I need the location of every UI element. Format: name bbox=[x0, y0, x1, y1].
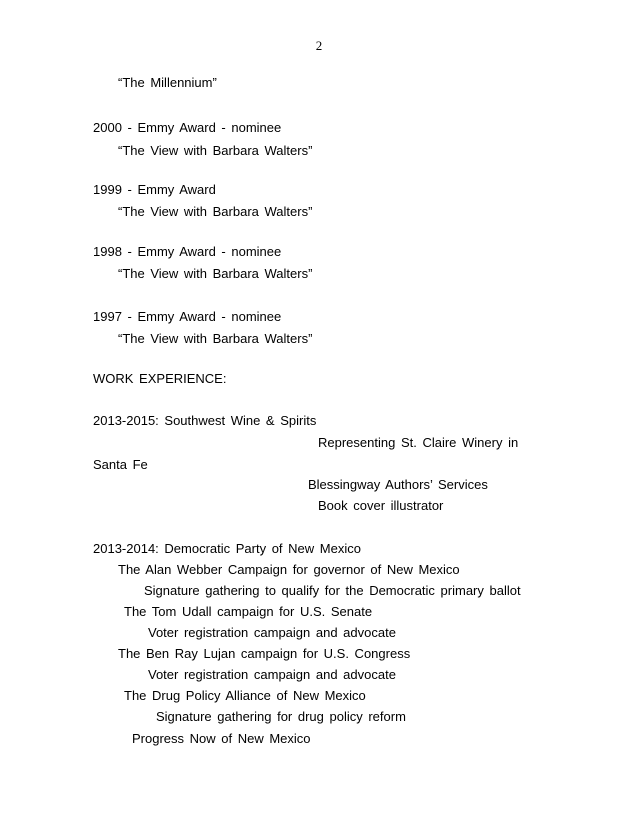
campaign-alan-webber: The Alan Webber Campaign for governor of New Mexico bbox=[118, 562, 460, 577]
entry-2013-2015-detail-line2: Santa Fe bbox=[93, 457, 148, 472]
award-show-1997: “The View with Barbara Walters” bbox=[118, 331, 313, 346]
campaign-tom-udall: The Tom Udall campaign for U.S. Senate bbox=[124, 604, 373, 619]
campaign-ben-ray-lujan: The Ben Ray Lujan campaign for U.S. Congress bbox=[118, 646, 411, 661]
campaign-ben-ray-lujan-detail: Voter registration campaign and advocate bbox=[148, 667, 396, 682]
campaign-tom-udall-detail: Voter registration campaign and advocate bbox=[148, 625, 396, 640]
entry-2013-2015-detail-line1: Representing St. Claire Winery in bbox=[318, 435, 519, 450]
page-number: 2 bbox=[315, 38, 323, 53]
campaign-drug-policy-alliance: The Drug Policy Alliance of New Mexico bbox=[124, 688, 366, 703]
award-show-1999: “The View with Barbara Walters” bbox=[118, 204, 313, 219]
award-title-1998: 1998 - Emmy Award - nominee bbox=[93, 244, 282, 259]
campaign-progress-now: Progress Now of New Mexico bbox=[132, 731, 311, 746]
work-experience-heading: WORK EXPERIENCE: bbox=[93, 371, 227, 386]
entry-2013-2015-org2: Blessingway Authors’ Services bbox=[308, 477, 488, 492]
award-title-2000: 2000 - Emmy Award - nominee bbox=[93, 120, 282, 135]
award-title-1999: 1999 - Emmy Award bbox=[93, 182, 216, 197]
entry-2013-2015-header: 2013-2015: Southwest Wine & Spirits bbox=[93, 413, 317, 428]
campaign-alan-webber-detail: Signature gathering to qualify for the Democratic primary ballot bbox=[144, 583, 521, 598]
award-show-1998: “The View with Barbara Walters” bbox=[118, 266, 313, 281]
campaign-drug-policy-alliance-detail: Signature gathering for drug policy reform bbox=[156, 709, 406, 724]
award-show-millennium: “The Millennium” bbox=[118, 75, 217, 90]
entry-2013-2015-org2-detail: Book cover illustrator bbox=[318, 498, 444, 513]
award-title-1997: 1997 - Emmy Award - nominee bbox=[93, 309, 282, 324]
entry-2013-2014-header: 2013-2014: Democratic Party of New Mexico bbox=[93, 541, 361, 556]
award-show-2000: “The View with Barbara Walters” bbox=[118, 143, 313, 158]
